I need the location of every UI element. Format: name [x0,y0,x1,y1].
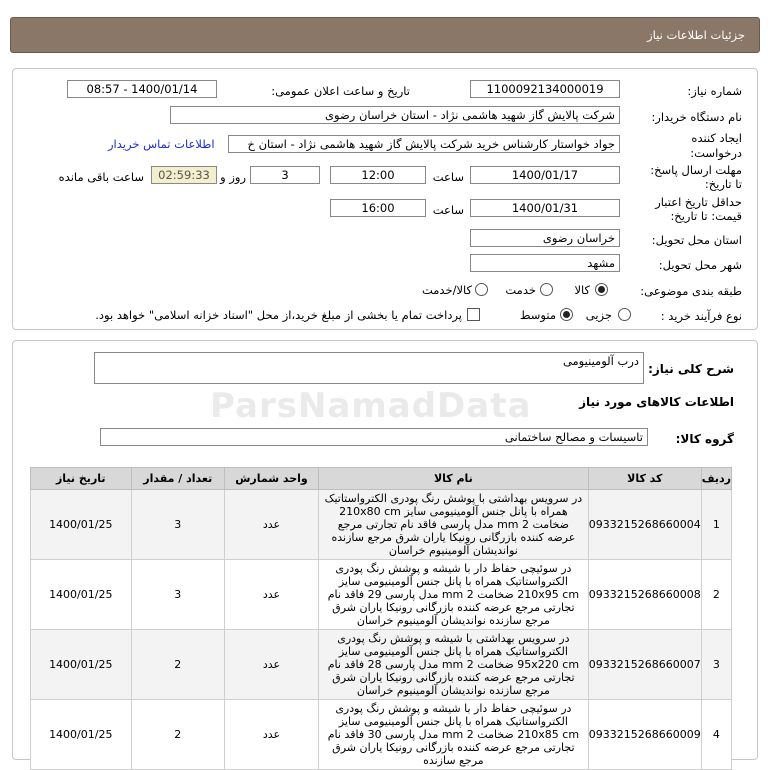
need-number-label: شماره نیاز: [687,84,742,98]
row-qty: 2 [131,630,224,700]
row-unit: عدد [225,560,319,630]
announce-field: 1400/01/14 - 08:57 [67,80,217,98]
row-qty: 3 [131,560,224,630]
goods-group-label: گروه کالا: [675,432,734,446]
validity-date-field: 1400/01/31 [470,199,620,217]
creator-label-2: درخواست: [690,146,742,160]
row-code: 0933215268660007 [588,630,701,700]
category-service-radio[interactable] [540,283,553,296]
row-index: 2 [701,560,731,630]
row-code: 0933215268660004 [588,490,701,560]
need-description-field: درب آلومینیومی [94,352,644,384]
buyer-field: شرکت پالایش گاز شهید هاشمی نژاد - استان خراسان رضوی [170,106,620,124]
row-name: در سرویس بهداشتی با شیشه و پوشش رنگ پودری الکترواستاتیک همراه با پانل جنس آلومینیومی سایز 95x220 cm ضخامت 2 mm مدل پارسی 28 فاقد نام تجارتی مرجع عرضه کننده بازرگانی رونیکا یاران شرق مرجع سازنده نواندیشان آلومینیوم خراسان [318,630,588,700]
row-name: در سوئیچی حفاظ دار با شیشه و پوشش رنگ پودری الکترواستاتیک همراه با پانل جنس آلومینیومی سایز 210x85 cm ضخامت 2 mm مدل پارسی 30 فاقد نام تجارتی مرجع عرضه کننده بازرگانی رونیکا یاران شرق مرجع سازنده [318,700,588,770]
col-header-date: تاریخ نیاز [31,468,132,490]
validity-time-label: ساعت [432,203,464,217]
reply-time-label: ساعت [432,170,464,184]
page-header [10,17,760,53]
col-header-unit: واحد شمارش [225,468,319,490]
category-both-radio[interactable] [475,283,488,296]
process-medium-radio[interactable] [560,308,573,321]
row-code: 0933215268660008 [588,560,701,630]
goods-group-field: تاسیسات و مصالح ساختمانی [100,428,648,446]
reply-deadline-label-2: تا تاریخ: [704,177,742,191]
row-date: 1400/01/25 [31,700,132,770]
row-index: 1 [701,490,731,560]
buyer-label: نام دستگاه خریدار: [651,110,742,124]
process-minor-option: جزیی [585,308,612,322]
table-row [31,490,732,560]
page-title: جزئیات اطلاعات نیاز [647,28,745,42]
need-number-field: 1100092134000019 [470,80,620,98]
province-field: خراسان رضوی [470,229,620,247]
city-label: شهر محل تحویل: [658,258,742,272]
remaining-label: ساعت باقی مانده [58,170,144,184]
validity-time-field: 16:00 [330,199,426,217]
row-date: 1400/01/25 [31,560,132,630]
process-type-label: نوع فرآیند خرید : [660,309,742,323]
watermark-text: ParsNamadData [210,386,532,426]
row-qty: 3 [131,490,224,560]
row-date: 1400/01/25 [31,490,132,560]
days-label: روز و [220,170,246,184]
province-label: استان محل تحویل: [651,233,742,247]
row-code: 0933215268660009 [588,700,701,770]
category-goods-radio[interactable] [595,283,608,296]
reply-time-field: 12:00 [330,166,426,184]
creator-label-1: ایجاد کننده [691,131,742,145]
reply-deadline-label-1: مهلت ارسال پاسخ: [650,163,742,177]
col-header-name: نام کالا [318,468,588,490]
category-goods-option: کالا [574,283,590,297]
row-unit: عدد [225,630,319,700]
table-row [31,700,732,770]
city-field: مشهد [470,254,620,272]
col-header-code: کد کالا [588,468,701,490]
remaining-timer: 02:59:33 [151,166,217,184]
goods-table [30,467,732,770]
row-index: 3 [701,630,731,700]
category-both-option: کالا/خدمت [421,283,472,297]
col-header-index: ردیف [701,468,731,490]
row-unit: عدد [225,700,319,770]
row-qty: 2 [131,700,224,770]
process-medium-option: متوسط [519,308,556,322]
goods-table-header [31,468,732,490]
col-header-qty: تعداد / مقدار [131,468,224,490]
reply-date-field: 1400/01/17 [470,166,620,184]
validity-label-1: حداقل تاریخ اعتبار [655,195,742,209]
table-row [31,630,732,700]
goods-info-title: اطلاعات کالاهای مورد نیاز [579,395,734,409]
row-name: در سوئیچی حفاظ دار با شیشه و پوشش رنگ پودری الکترواستاتیک همراه با پانل جنس آلومینیومی سایز 210x95 cm ضخامت 2 mm مدل پارسی 29 فاقد نام تجارتی مرجع عرضه کننده بازرگانی رونیکا یاران شرق مرجع سازنده نواندیشان آلومینیوم خراسان [318,560,588,630]
row-unit: عدد [225,490,319,560]
category-label: طبقه بندی موضوعی: [640,284,742,298]
row-date: 1400/01/25 [31,630,132,700]
treasury-payment-note: پرداخت تمام یا بخشی از مبلغ خرید،از محل "اسناد خزانه اسلامی" خواهد بود. [95,308,462,322]
table-row [31,560,732,630]
row-name: در سرویس بهداشتی با پوشش رنگ پودری الکترواستاتیک همراه با پانل جنس آلومینیومی سایز 210x80 cm ضخامت 2 mm مدل پارسی فاقد نام تجارتی مرجع عرضه کننده بازرگانی رونیکا یاران شرق مرجع سازنده نواندیشان آلومینیوم خراسان [318,490,588,560]
buyer-contact-link[interactable]: اطلاعات تماس خریدار [108,137,215,151]
process-minor-radio[interactable] [618,308,631,321]
creator-field: جواد خواستار کارشناس خرید شرکت پالایش گاز شهید هاشمی نژاد - استان خ [228,135,620,153]
days-field: 3 [250,166,320,184]
need-description-label: شرح کلی نیاز: [648,362,734,376]
validity-label-2: قیمت: تا تاریخ: [670,209,742,223]
category-service-option: خدمت [505,283,536,297]
announce-label: تاریخ و ساعت اعلان عمومی: [271,84,410,98]
row-index: 4 [701,700,731,770]
treasury-payment-checkbox[interactable] [467,308,480,321]
